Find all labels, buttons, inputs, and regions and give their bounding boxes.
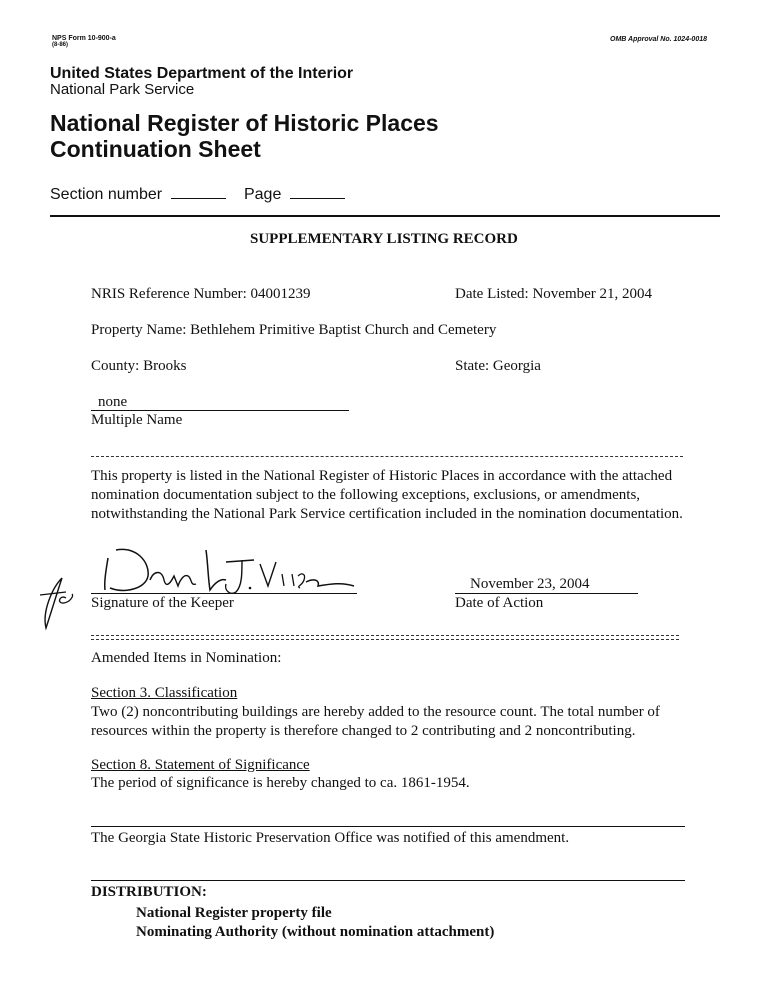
omb-approval: OMB Approval No. 1024-0018 (610, 36, 707, 43)
amended-items-intro: Amended Items in Nomination: (91, 650, 282, 666)
county: County: Brooks (91, 358, 187, 374)
multiple-name-label: Multiple Name (91, 412, 183, 428)
multiple-name-value: none (98, 394, 128, 410)
action-date-line (455, 593, 638, 594)
department-name: United States Department of the Interior (50, 65, 354, 82)
header-divider (50, 215, 720, 217)
page-label: Page (243, 186, 282, 203)
distribution-top-line (91, 880, 685, 881)
distribution-item: Nominating Authority (without nomination attachment) (136, 924, 495, 940)
notified-top-line (91, 826, 685, 827)
handwritten-signature (30, 540, 360, 635)
section-number-blank (171, 186, 226, 199)
property-name: Property Name: Bethlehem Primitive Baptist Church and Cemetery (91, 322, 497, 338)
dashed-divider (91, 456, 683, 457)
page-subtitle: Continuation Sheet (50, 136, 261, 162)
action-date-label: Date of Action (455, 595, 544, 611)
section8-text: The period of significance is hereby changed to ca. 1861-1954. (91, 775, 470, 791)
distribution-label: DISTRIBUTION: (91, 884, 207, 900)
service-name: National Park Service (50, 81, 195, 98)
page-blank (290, 186, 345, 199)
form-date: (8-86) (52, 42, 69, 48)
form-number: NPS Form 10-900-a (52, 35, 116, 42)
listing-statement: This property is listed in the National Register of Historic Places in accordance with the attached nomination documentation subject to the following exceptions, exclusions, or amendments, notwithstanding the National Park Service certification included in the nomination documentation. (91, 468, 683, 522)
section8-title: Section 8. Statement of Significance (91, 757, 310, 773)
shpo-notified: The Georgia State Historic Preservation Office was notified of this amendment. (91, 830, 570, 846)
nris-reference: NRIS Reference Number: 04001239 (91, 286, 311, 302)
multiple-name-line (91, 410, 349, 411)
signature-label: Signature of the Keeper (91, 595, 234, 611)
double-dashed-divider (91, 635, 679, 640)
section-number-label: Section number (50, 186, 163, 203)
action-date: November 23, 2004 (470, 576, 590, 592)
state: State: Georgia (455, 358, 541, 374)
record-heading: SUPPLEMENTARY LISTING RECORD (250, 231, 518, 247)
section-page-row (50, 186, 345, 204)
section3-text: Two (2) noncontributing buildings are hereby added to the resource count. The total number of resources within the property is therefore changed to 2 contributing and 2 noncontributing. (91, 704, 660, 739)
page-title: National Register of Historic Places (50, 110, 439, 136)
section3-title: Section 3. Classification (91, 685, 238, 701)
date-listed: Date Listed: November 21, 2004 (455, 286, 653, 302)
distribution-item: National Register property file (136, 905, 332, 921)
signature-line (91, 593, 357, 594)
